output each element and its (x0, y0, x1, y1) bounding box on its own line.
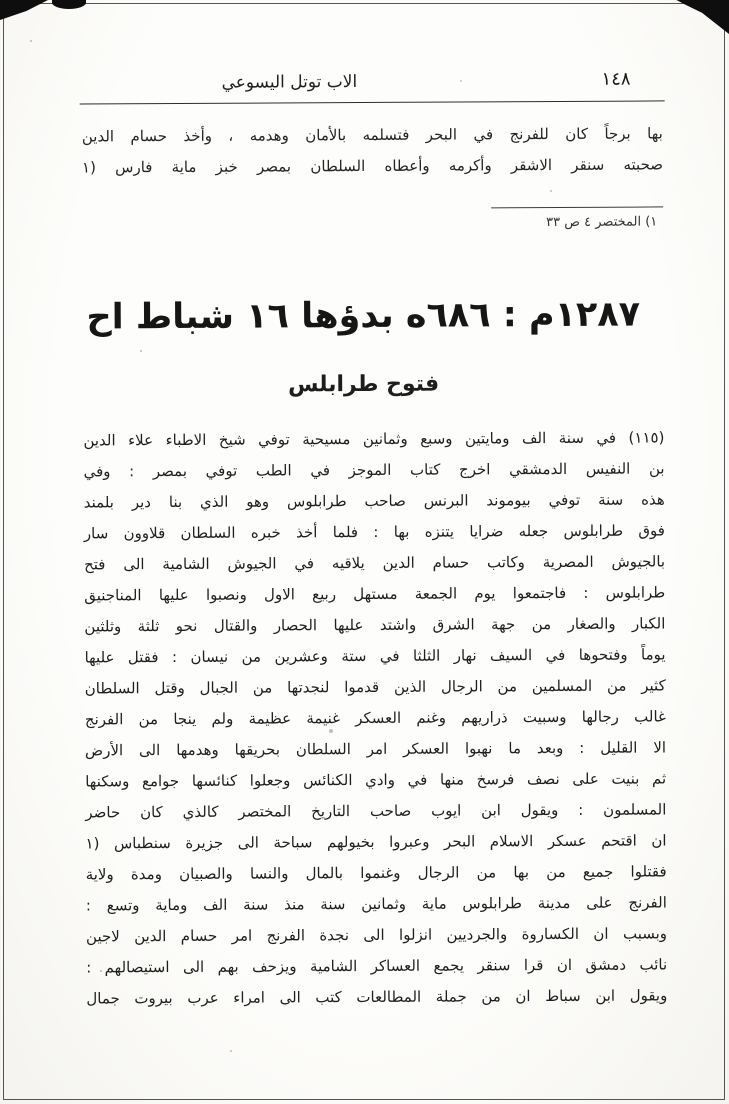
body-line: فوق طرابلوس جعله ضرايا يتنزه بها : فلما أخذ خبره السلطان قلاوون سار (83, 521, 665, 543)
body-line: بالجيوش المصرية وكاتب حسام الدين يلاقيه في الجيوش الشامية الى فتح (84, 552, 666, 574)
year-heading: ١٢٨٧م : ٦٨٦ه بدؤها ١٦ شباط اح (86, 294, 641, 338)
body-line: ويقول ابن سباط ان من جملة المطالعات كتب الى امراء عرب بيروت جمال (86, 986, 668, 1008)
body-line: كثير من المسلمين من الرجال الذين قدموا لنجدتها من الجبال وقتل السلطان (84, 676, 666, 698)
body-line: فقتلوا جميع من بها من الرجال وغنموا بالمال والنسا والصبيان ومدة ولاية (85, 862, 667, 884)
body-line: وبسبب ان الكساروة والجرديين انزلوا الى نجدة الفرنج امر حسام الدين لاجين (85, 924, 668, 946)
body-line: نائب دمشق ان قرا سنقر يجمع العساكر الشامية ويزحف بهم الى استيصالهم : (86, 955, 668, 977)
page-number: ١٤٨ (601, 68, 631, 90)
intro-line: بها برجاً كان للفرنج في البحر فتسلمه بالأمان وهدمه ، وأخذ حسام الدين (81, 124, 663, 146)
body-line: طرابلوس : فاجتمعوا يوم الجمعة مستهل ربيع الاول ونصبوا عليها المناجنيق (84, 583, 666, 605)
body-line: يوماً وفتحوها في السيف نهار الثلثا في ستة وعشرين من نيسان : فقتل عليها (84, 645, 666, 667)
body-line: (١١٥) في سنة الف ومايتين وسبع وثمانين مسيحية توفي شيخ الاطباء علاء الدين (83, 428, 665, 450)
footnote-text: ١) المختصر ٤ ص ٣٣ (546, 214, 658, 231)
footnote-separator-rule (491, 206, 663, 208)
running-title: الاب توتل اليسوعي (221, 72, 358, 93)
body-paragraph (83, 422, 667, 1014)
header-rule (80, 100, 665, 104)
body-line: المسلمون : ويقول ابن ايوب صاحب التاريخ المختصر كالذي كان حاضر (85, 800, 667, 822)
body-line: الا القليل : وبعد ما نهبوا العسكر امر السلطان بحريقها وهدمها الى الأرض (84, 738, 667, 760)
body-line: الفرنج على مدينة طرابلوس ماية وثمانين سنة منذ سنة الف وماية وتسع : (85, 893, 667, 915)
body-line: الكبار والصغار من جهة الشرق واشتد عليها الحصار والقتال نحو ثلثة وثلثين (84, 614, 666, 636)
body-line: ان اقتحم عسكر الاسلام البحر وعبروا بخيولهم سباحة الى جزيرة سنطباس (١ (85, 831, 667, 853)
section-title: فتوح طرابلس (288, 371, 440, 398)
body-line: غالب رجالها وسبيت ذراريهم وغنم العسكر غنيمة عظيمة ولم ينجا من الفرنج (84, 707, 666, 729)
body-line: بن النفيس الدمشقي اخرج كتاب الموجز في الطب توفي بمصر : وفي (83, 459, 665, 481)
intro-line: صحبته سنقر الاشقر وأكرمه وأعطاه السلطان بمصر خبز ماية فارس (١ (81, 155, 664, 177)
previous-section-tail (82, 118, 663, 183)
body-line: هذه سنة توفي بيوموند البرنس صاحب طرابلوس وهو الذي بنا دير بلمند (83, 490, 665, 512)
body-line: ثم بنيت على نصف فرسخ منها في وادي الكنائس وجعلوا كنائسها جوامع وسكنها (85, 769, 667, 791)
